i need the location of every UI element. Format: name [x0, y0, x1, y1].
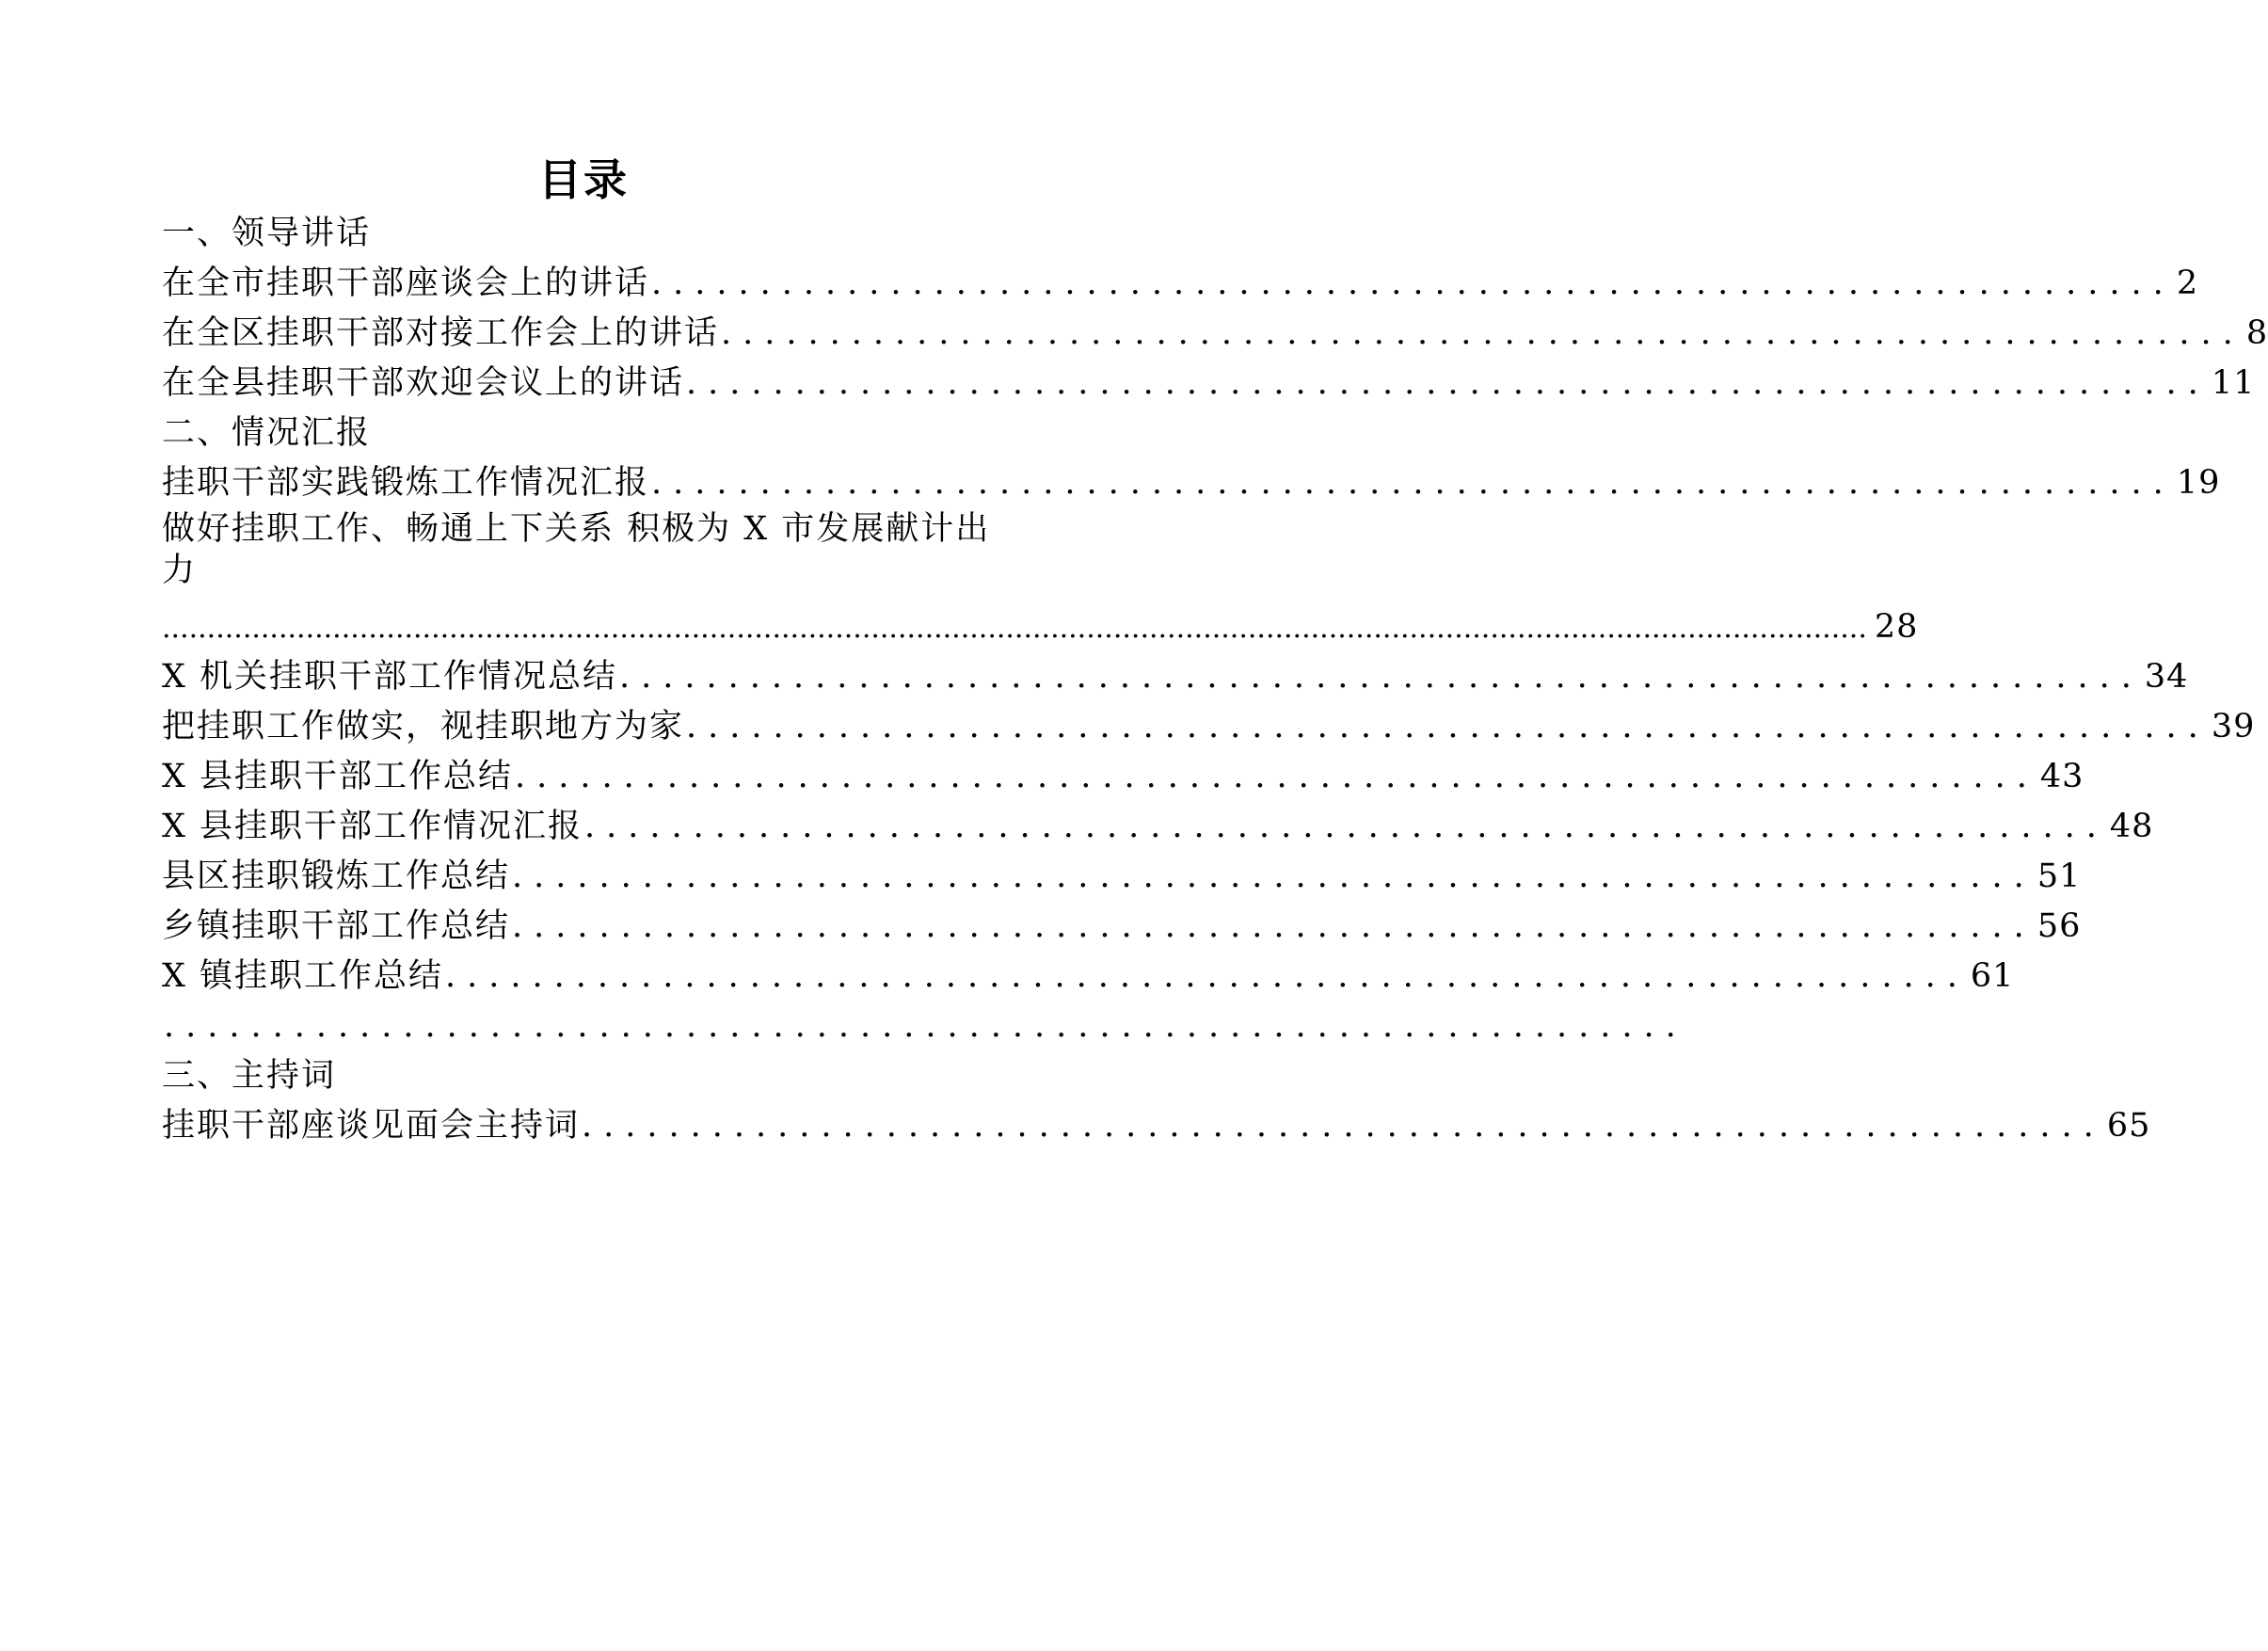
toc-entry-label: 县区挂职锻炼工作总结 [162, 858, 511, 895]
toc-entry[interactable] [162, 1101, 2151, 1151]
toc-entry[interactable] [162, 752, 2084, 802]
toc-entry-label: X 县挂职干部工作情况汇报 [162, 808, 583, 845]
toc-entry-label: 挂职干部实践锻炼工作情况汇报 [162, 464, 650, 502]
toc-entry[interactable] [162, 458, 2221, 508]
toc-entry-page: 11 [2211, 364, 2256, 402]
toc-entry[interactable] [162, 359, 2256, 409]
dot-leader: ...................................................................... [512, 858, 2036, 895]
toc-entry-page: 61 [1970, 957, 2015, 995]
dot-leader: ...................................................................... [686, 364, 2210, 402]
toc-entry-page: 8 [2245, 314, 2268, 352]
toc-entry-label: X 镇挂职工作总结 [162, 957, 444, 995]
dot-leader: ...................................................................... [686, 708, 2210, 745]
toc-entry-page: 43 [2039, 758, 2084, 795]
dot-leader: ...................................................................... [445, 957, 1969, 995]
toc-entry-leader-line [162, 602, 1919, 652]
section-heading-host-speeches: 三、主持词 [162, 1057, 337, 1095]
toc-entry[interactable] [162, 702, 2256, 752]
toc-entry-page: 19 [2176, 464, 2221, 502]
toc-entry[interactable] [162, 952, 2015, 1002]
dot-leader: ...................................................................... [619, 658, 2143, 696]
toc-entry-label-line1: 做好挂职工作、畅通上下关系 积极为 X 市发展献计出 [162, 510, 991, 548]
dot-leader: ...................................................................... [582, 1107, 2105, 1145]
dot-leader: ...................................................................... [651, 464, 2175, 502]
toc-entry-page: 65 [2106, 1107, 2151, 1145]
toc-title: 目录 [538, 154, 629, 205]
toc-entry-label-line2: 力 [162, 552, 198, 589]
toc-entry-label: X 县挂职干部工作总结 [162, 758, 514, 795]
toc-entry-label: 在全县挂职干部欢迎会议上的讲话 [162, 364, 685, 402]
toc-entry[interactable] [162, 1002, 1687, 1051]
toc-entry-label: 在全区挂职干部对接工作会上的讲话 [162, 314, 720, 352]
dot-leader: ...................................................................... [584, 808, 2108, 845]
toc-entry-page: 2 [2176, 264, 2199, 302]
toc-entry-page: 48 [2109, 808, 2154, 845]
dot-leader: ...................................................................... [512, 907, 2036, 945]
toc-entry[interactable] [162, 309, 2268, 359]
section-heading-status-reports: 二、情况汇报 [162, 414, 372, 452]
toc-entry-page: 28 [1874, 608, 1919, 646]
toc-entry-wrapped[interactable] [162, 508, 1919, 652]
toc-entry[interactable] [162, 259, 2199, 309]
toc-entry[interactable] [162, 902, 2082, 952]
section-heading-leader-speeches: 一、领导讲话 [162, 215, 372, 252]
toc-entry-page: 56 [2036, 907, 2082, 945]
dot-leader: ...................................................................... [651, 264, 2175, 302]
toc-entry-label: 挂职干部座谈见面会主持词 [162, 1107, 581, 1145]
toc-entry-label: 在全市挂职干部座谈会上的讲话 [162, 264, 650, 302]
table-of-contents [162, 209, 2268, 1151]
toc-entry-page: 34 [2144, 658, 2189, 696]
toc-entry[interactable] [162, 852, 2082, 902]
toc-entry-label: 乡镇挂职干部工作总结 [162, 907, 511, 945]
toc-entry[interactable] [162, 652, 2189, 702]
dot-leader: ...................................................................... [721, 314, 2244, 352]
dot-leader: ...................................................................... [164, 1007, 1687, 1045]
toc-entry-page: 39 [2211, 708, 2256, 745]
toc-entry-page: 51 [2036, 858, 2082, 895]
toc-entry-label: X 机关挂职干部工作情况总结 [162, 658, 618, 696]
toc-entry[interactable] [162, 802, 2154, 852]
dot-leader: .............................................................................................................................................................................................. [162, 612, 1867, 645]
toc-entry-label: 把挂职工作做实，视挂职地方为家 [162, 708, 685, 745]
dot-leader: ...................................................................... [515, 758, 2038, 795]
